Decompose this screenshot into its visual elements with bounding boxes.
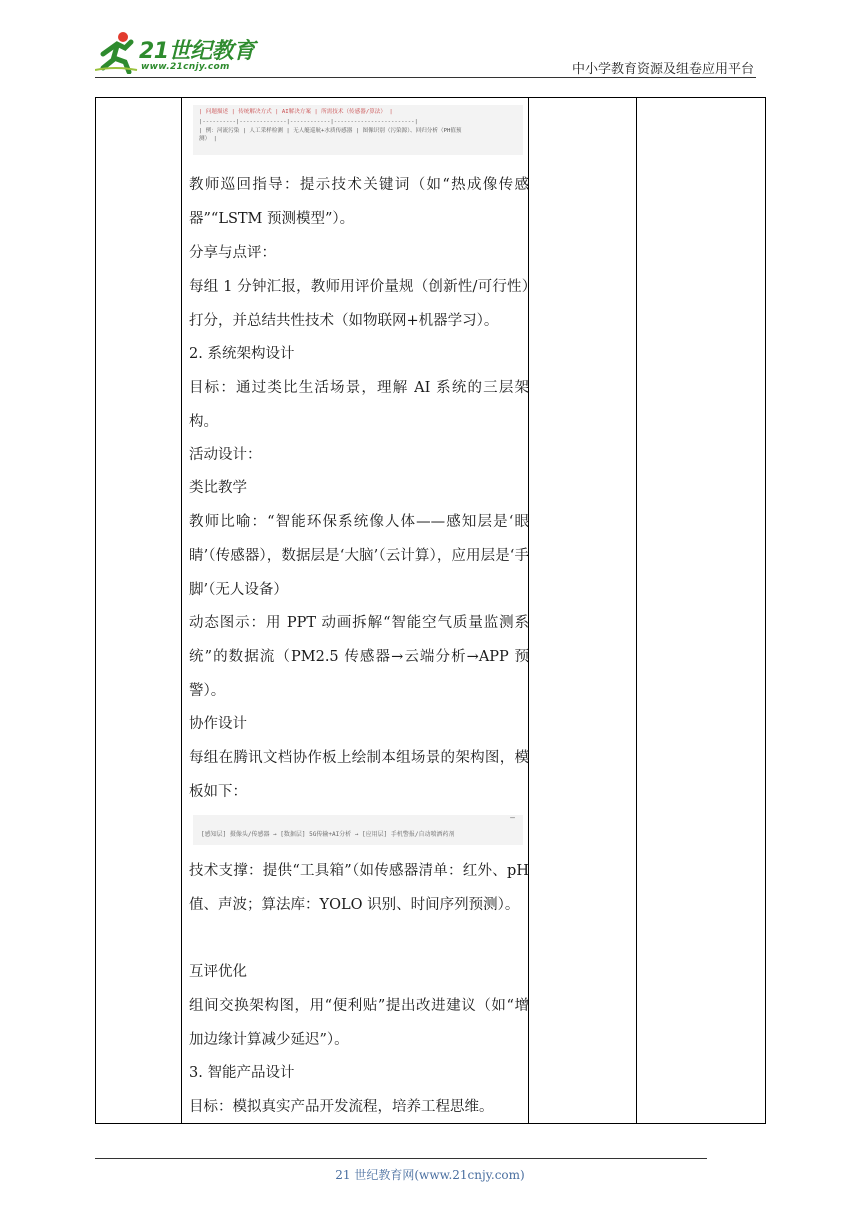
snippet-flow: [感知层] 摄像头/传感器 → [数据层] 5G传输+AI分析 → [应用层] 手机警报/自动喷洒药剂 <box>201 831 455 838</box>
paragraph: 每组在腾讯文档协作板上绘制本组场景的架构图，模板如下： <box>189 750 529 800</box>
column-divider <box>181 97 182 1124</box>
logo-url: www.21cnjy.com <box>141 62 230 72</box>
paragraph: 目标：通过类比生活场景，理解 AI 系统的三层架构。 <box>189 380 529 430</box>
paragraph: 分享与点评： <box>189 245 276 261</box>
footer-rule <box>95 1158 707 1159</box>
platform-title: 中小学教育资源及组卷应用平台 <box>571 62 754 77</box>
snippet-line: | 例：河流污染 | 人工采样检测 | 无人艇巡航+水质传感器 | 图像识别（污染源）、回归分析（PH值预 <box>199 128 462 134</box>
paragraph: 每组 1 分钟汇报，教师用评价量规（创新性/可行性）打分，并总结共性技术（如物联网+机器学习）。 <box>189 279 529 329</box>
architecture-template-snippet <box>193 815 523 845</box>
paragraph: 类比教学 <box>189 480 247 496</box>
paragraph: 活动设计： <box>189 447 262 463</box>
paragraph: 目标：模拟真实产品开发流程，培养工程思维。 <box>189 1099 494 1115</box>
snippet-line: 测） | <box>199 136 217 142</box>
paragraph: 动态图示：用 PPT 动画拆解“智能空气质量监测系统”的数据流（PM2.5 传感器→云端分析→APP 预警）。 <box>189 615 529 699</box>
snippet-line: |----------|--------------|------------|------------------------| <box>199 119 418 125</box>
problem-table-snippet <box>193 105 523 155</box>
section-heading: 2. 系统架构设计 <box>189 346 295 362</box>
paragraph: 组间交换架构图，用“便利贴”提出改进建议（如“增加边缘计算减少延迟”）。 <box>189 998 529 1048</box>
section-heading: 3. 智能产品设计 <box>189 1065 295 1081</box>
paragraph: 协作设计 <box>189 716 247 732</box>
column-divider <box>636 97 637 1124</box>
snippet-line: | 问题描述 | 传统解决方式 | AI解决方案 | 所需技术（传感器/算法） | <box>199 109 393 115</box>
snippet-dash: – <box>510 813 515 822</box>
paragraph: 技术支撑：提供“工具箱”（如传感器清单：红外、pH 值、声波；算法库：YOLO 识别、时间序列预测）。 <box>189 863 529 913</box>
header-rule <box>95 77 756 78</box>
page-header <box>0 0 860 80</box>
runner-logo-icon <box>95 30 139 74</box>
site-logo <box>95 28 265 78</box>
paragraph: 教师巡回指导：提示技术关键词（如“热成像传感器”“LSTM 预测模型”）。 <box>189 177 529 227</box>
page-footer: 21 世纪教育网(www.21cnjy.com) <box>335 1168 525 1182</box>
logo-text: 21世纪教育 <box>139 39 255 64</box>
paragraph: 互评优化 <box>189 964 247 980</box>
paragraph: 教师比喻：“智能环保系统像人体——感知层是‘眼睛’（传感器），数据层是‘大脑’（云计算），应用层是‘手脚’（无人设备） <box>189 514 529 598</box>
lesson-table <box>95 97 766 1124</box>
